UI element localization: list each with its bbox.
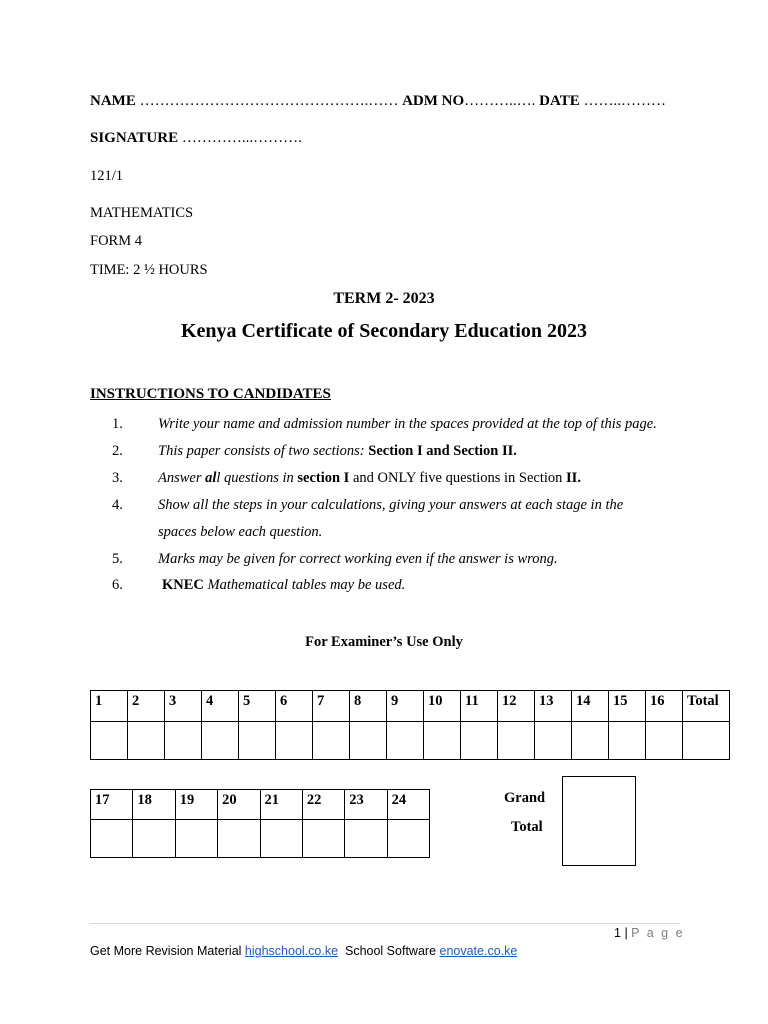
name-label: NAME bbox=[90, 93, 136, 109]
subject: MATHEMATICS bbox=[90, 205, 194, 221]
question-number-cell: 24 bbox=[387, 790, 429, 820]
question-number-cell: 5 bbox=[239, 691, 276, 722]
score-entry-cell[interactable] bbox=[424, 722, 461, 760]
name-line bbox=[90, 93, 666, 110]
question-number-cell: 12 bbox=[498, 691, 535, 722]
score-entry-cell[interactable] bbox=[345, 820, 387, 858]
term-heading: TERM 2- 2023 bbox=[333, 290, 435, 307]
instruction-text-part: and ONLY five questions in Section bbox=[349, 470, 567, 486]
score-entry-cell[interactable] bbox=[165, 722, 202, 760]
adm-blank[interactable]: ………..…. bbox=[464, 93, 536, 109]
instruction-text-part: section I bbox=[297, 470, 350, 486]
score-entry-cell[interactable] bbox=[498, 722, 535, 760]
footer-text bbox=[90, 944, 517, 958]
score-header-row bbox=[91, 691, 730, 722]
score-table-section-1 bbox=[90, 690, 730, 760]
score-entry-cell[interactable] bbox=[133, 820, 175, 858]
score-entry-cell[interactable] bbox=[91, 820, 133, 858]
footer-text-1: Get More Revision Material bbox=[90, 944, 245, 958]
question-number-cell: 10 bbox=[424, 691, 461, 722]
score-entry-cell[interactable] bbox=[572, 722, 609, 760]
question-number-cell: 14 bbox=[572, 691, 609, 722]
score-header-row bbox=[91, 790, 430, 820]
enovate-link[interactable]: enovate.co.ke bbox=[439, 944, 518, 958]
signature-line bbox=[90, 130, 302, 147]
total-label: Total bbox=[511, 819, 543, 835]
grand-label: Grand bbox=[504, 790, 546, 806]
footer-text-2: School Software bbox=[338, 944, 440, 958]
score-entry-cell[interactable] bbox=[461, 722, 498, 760]
score-entry-cell[interactable] bbox=[302, 820, 344, 858]
score-entry-cell[interactable] bbox=[175, 820, 217, 858]
form-level: FORM 4 bbox=[90, 233, 142, 249]
instruction-text-part: KNEC bbox=[162, 577, 204, 593]
score-table-section-2 bbox=[90, 789, 430, 858]
question-number-cell: 2 bbox=[128, 691, 165, 722]
instruction-text: Marks may be given for correct working even if the answer is wrong. bbox=[158, 551, 558, 567]
date-label: DATE bbox=[539, 93, 580, 109]
score-entry-cell[interactable] bbox=[218, 820, 260, 858]
question-number-cell: 18 bbox=[133, 790, 175, 820]
question-number-cell: 19 bbox=[175, 790, 217, 820]
question-number-cell: 9 bbox=[387, 691, 424, 722]
date-blank[interactable]: ……..……… bbox=[583, 93, 666, 109]
total-entry-cell[interactable] bbox=[683, 722, 730, 760]
question-number-cell: 13 bbox=[535, 691, 572, 722]
examiner-heading: For Examiner’s Use Only bbox=[305, 634, 463, 650]
question-number-cell: 1 bbox=[91, 691, 128, 722]
adm-label: ADM NO bbox=[402, 93, 465, 109]
page-indicator bbox=[614, 926, 685, 940]
instruction-text-part: This paper consists of two sections: bbox=[158, 443, 369, 459]
instruction-text-part: II. bbox=[566, 470, 581, 486]
score-entry-cell[interactable] bbox=[91, 722, 128, 760]
score-entry-cell[interactable] bbox=[387, 820, 429, 858]
page-number: 1 bbox=[614, 926, 621, 940]
time-allowed: TIME: 2 ½ HOURS bbox=[90, 262, 208, 278]
paper-code: 121/1 bbox=[90, 168, 124, 184]
instruction-text bbox=[158, 470, 581, 487]
instruction-text-part: l questions in bbox=[216, 470, 298, 486]
instruction-number: 5. bbox=[112, 551, 123, 567]
question-number-cell: 7 bbox=[313, 691, 350, 722]
question-number-cell: 20 bbox=[218, 790, 260, 820]
score-entry-cell[interactable] bbox=[609, 722, 646, 760]
question-number-cell: 15 bbox=[609, 691, 646, 722]
instruction-text-continued: spaces below each question. bbox=[158, 524, 323, 540]
score-entry-cell[interactable] bbox=[128, 722, 165, 760]
score-entry-cell[interactable] bbox=[202, 722, 239, 760]
instruction-text: Show all the steps in your calculations, giving your answers at each stage in the bbox=[158, 497, 624, 513]
question-number-cell: 22 bbox=[302, 790, 344, 820]
page-title: Kenya Certificate of Secondary Education 2023 bbox=[180, 320, 588, 342]
grand-total-box[interactable] bbox=[562, 776, 636, 866]
score-entry-cell[interactable] bbox=[239, 722, 276, 760]
signature-label: SIGNATURE bbox=[90, 130, 179, 146]
question-number-cell: 8 bbox=[350, 691, 387, 722]
instruction-text-part: Mathematical tables may be used. bbox=[203, 577, 406, 593]
question-number-cell: 6 bbox=[276, 691, 313, 722]
score-entry-row bbox=[91, 722, 730, 760]
instruction-text-part: Section I and Section II. bbox=[368, 443, 517, 459]
score-entry-cell[interactable] bbox=[535, 722, 572, 760]
instruction-text bbox=[162, 577, 405, 594]
score-entry-cell[interactable] bbox=[387, 722, 424, 760]
page-word: P a g e bbox=[631, 926, 685, 940]
signature-blank[interactable]: …………...………. bbox=[181, 130, 302, 146]
instruction-text-part: al bbox=[205, 470, 217, 486]
instruction-text: Write your name and admission number in the spaces provided at the top of this page. bbox=[158, 416, 657, 432]
instruction-number: 2. bbox=[112, 443, 123, 459]
instruction-text bbox=[158, 443, 517, 460]
question-number-cell: 4 bbox=[202, 691, 239, 722]
score-entry-cell[interactable] bbox=[350, 722, 387, 760]
question-number-cell: 11 bbox=[461, 691, 498, 722]
instruction-text-part: Answer bbox=[158, 470, 206, 486]
instructions-heading: INSTRUCTIONS TO CANDIDATES bbox=[90, 386, 331, 402]
instruction-number: 6. bbox=[112, 577, 123, 593]
footer-divider bbox=[90, 923, 680, 924]
score-entry-cell[interactable] bbox=[260, 820, 302, 858]
question-number-cell: 16 bbox=[646, 691, 683, 722]
score-entry-row bbox=[91, 820, 430, 858]
instruction-number: 3. bbox=[112, 470, 123, 486]
question-number-cell: 23 bbox=[345, 790, 387, 820]
score-entry-cell[interactable] bbox=[276, 722, 313, 760]
instruction-number: 4. bbox=[112, 497, 123, 513]
page-separator: | bbox=[624, 926, 628, 940]
name-blank[interactable]: ……………………………………….…… bbox=[139, 93, 399, 109]
question-number-cell: 17 bbox=[91, 790, 133, 820]
score-entry-cell[interactable] bbox=[313, 722, 350, 760]
instruction-number: 1. bbox=[112, 416, 123, 432]
score-entry-cell[interactable] bbox=[646, 722, 683, 760]
total-header-cell: Total bbox=[683, 691, 730, 722]
question-number-cell: 3 bbox=[165, 691, 202, 722]
highschool-link[interactable]: highschool.co.ke bbox=[244, 944, 339, 958]
question-number-cell: 21 bbox=[260, 790, 302, 820]
